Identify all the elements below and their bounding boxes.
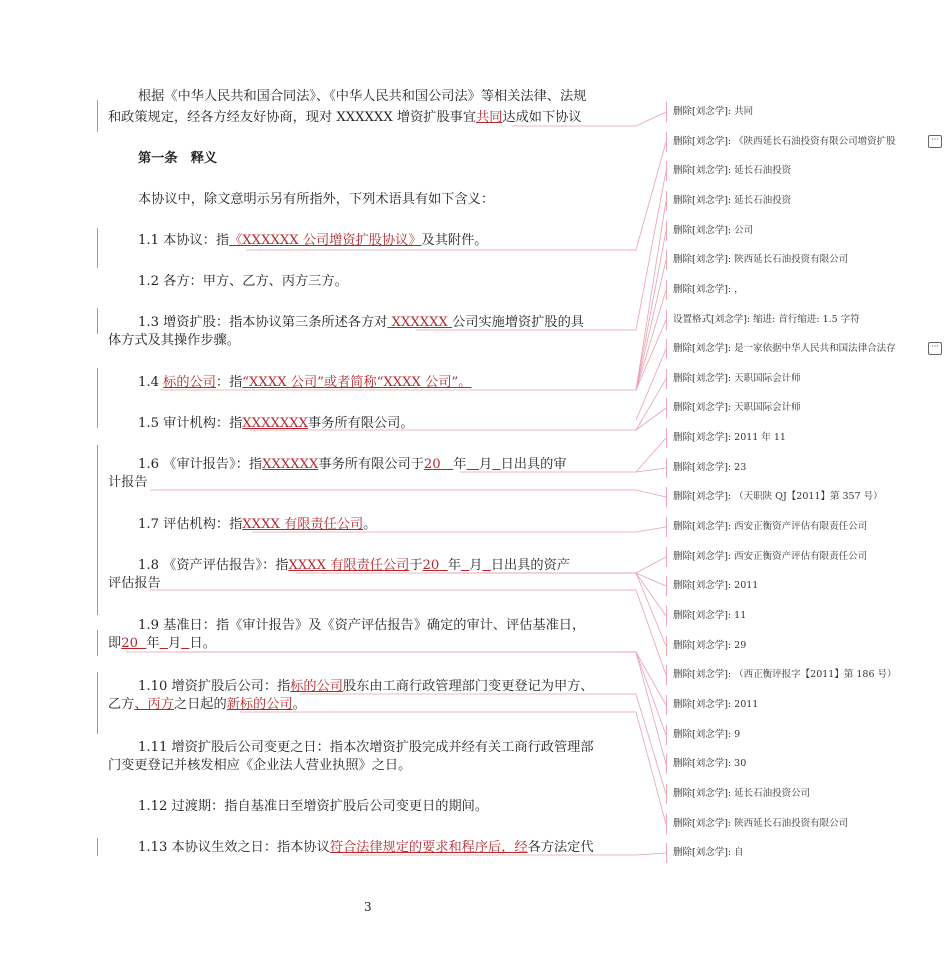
revision-balloon[interactable]: 删除[刘念学]: （天职陕 QJ【2011】第 357 号） [666,487,942,507]
revision-balloon[interactable]: 删除[刘念学]: （西正衡评报字【2011】第 186 号） [666,665,942,685]
definition-1-9-cont: 即20 年 月 日。 [108,636,216,651]
definition-1-10-cont: 乙方、丙方之日起的新标的公司。 [108,697,306,712]
revision-balloon[interactable]: 删除[刘念学]: 陕西延长石油投资有限公司 [666,250,942,270]
more-icon[interactable]: ··· [928,135,942,148]
revision-balloon[interactable]: 删除[刘念学]: 《陕西延长石油投资有限公司增资扩股 ··· [666,132,942,152]
revision-balloon[interactable]: 删除[刘念学]: 延长石油投资公司 [666,784,942,804]
definition-1-3: 1.3 增资扩股：指本协议第三条所述各方对 XXXXXX 公司实施增资扩股的具 [138,315,584,330]
revision-balloon[interactable]: 删除[刘念学]: 西安正衡资产评估有限责任公司 [666,517,942,537]
definition-1-5: 1.5 审计机构：指XXXXXXX事务所有限公司。 [138,416,414,431]
change-bar [97,368,98,428]
change-bar [97,838,98,856]
revision-balloon[interactable]: 删除[刘念学]: 陕西延长石油投资有限公司 [666,814,942,834]
definition-1-6: 1.6 《审计报告》：指XXXXXX事务所有限公司于20 年 月 日出具的审 [138,457,567,472]
change-bar [97,672,98,734]
change-bar [97,630,98,656]
revision-balloon[interactable]: 删除[刘念学]: 西安正衡资产评估有限责任公司 [666,547,942,567]
revision-balloon[interactable]: 删除[刘念学]: 11 [666,606,942,626]
revision-balloon[interactable]: 删除[刘念学]: 延长石油投资 [666,161,942,181]
definition-1-4: 1.4 标的公司：指“XXXX 公司”或者简称“XXXX 公司”。 [138,375,472,390]
revision-balloon[interactable]: 删除[刘念学]: 自 [666,843,942,863]
revision-balloon[interactable]: 删除[刘念学]: 30 [666,754,942,774]
definition-1-7: 1.7 评估机构：指XXXX 有限责任公司。 [138,517,377,532]
definition-1-11: 1.11 增资扩股后公司变更之日：指本次增资扩股完成并经有关工商行政管理部 [138,740,594,755]
intro-line-1: 根据《中华人民共和国合同法》、《中华人民共和国公司法》等相关法律、法规 [138,89,587,104]
definition-1-11-cont: 门变更登记并核发相应《企业法人营业执照》之日。 [108,758,412,773]
change-bar [97,100,98,132]
revision-balloon[interactable]: 删除[刘念学]: 公司 [666,221,942,241]
revision-balloon[interactable]: 删除[刘念学]: 延长石油投资 [666,191,942,211]
page-number: 3 [364,900,372,914]
revision-balloon[interactable]: 删除[刘念学]: 天职国际会计师 [666,369,942,389]
change-bar [97,445,98,615]
revision-balloon[interactable]: 删除[刘念学]: 23 [666,458,942,478]
definition-1-1: 1.1 本协议：指《XXXXXX 公司增资扩股协议》及其附件。 [138,233,488,248]
revision-balloon[interactable]: 删除[刘念学]: 2011 [666,695,942,715]
definition-1-12: 1.12 过渡期：指自基准日至增资扩股后公司变更日的期间。 [138,799,489,814]
article-heading: 第一条 释义 [138,151,218,166]
revision-balloon[interactable]: 删除[刘念学]: 9 [666,725,942,745]
revision-balloon[interactable]: 删除[刘念学]: 是一家依据中华人民共和国法律合法存 ··· [666,339,942,359]
revision-balloon[interactable]: 删除[刘念学]: 天职国际会计师 [666,398,942,418]
revision-balloon[interactable]: 删除[刘念学]: 共同 [666,102,942,122]
revision-balloon[interactable]: 删除[刘念学]: ， [666,280,942,300]
revision-balloon[interactable]: 设置格式[刘念学]: 缩进: 首行缩进: 1.5 字符 [666,310,942,330]
definition-1-10: 1.10 增资扩股后公司：指标的公司股东由工商行政管理部门变更登记为甲方、 [138,679,594,694]
more-icon[interactable]: ··· [928,342,942,355]
revision-balloon[interactable]: 删除[刘念学]: 29 [666,636,942,656]
revision-balloon[interactable]: 删除[刘念学]: 2011 [666,576,942,596]
revision-balloon[interactable]: 删除[刘念学]: 2011 年 11 [666,428,942,448]
change-bar [97,308,98,334]
change-bar [97,228,98,268]
intro-line-2: 和政策规定，经各方经友好协商，现对 XXXXXX 增资扩股事宜共同达成如下协议 [108,110,582,125]
definition-1-9: 1.9 基准日：指《审计报告》及《资产评估报告》确定的审计、评估基准日， [138,618,586,633]
definition-1-13: 1.13 本协议生效之日：指本协议符合法律规定的要求和程序后，经各方法定代 [138,840,594,855]
definitions-intro: 本协议中，除文意明示另有所指外，下列术语具有如下含义： [138,192,495,207]
definition-1-2: 1.2 各方：甲方、乙方、丙方三方。 [138,274,348,289]
definition-1-8-cont: 评估报告 [108,576,161,591]
definition-1-3-cont: 体方式及其操作步骤。 [108,333,240,348]
definition-1-8: 1.8 《资产评估报告》：指XXXX 有限责任公司于20 年 月 日出具的资产 [138,558,570,573]
definition-1-6-cont: 计报告 [108,475,148,490]
